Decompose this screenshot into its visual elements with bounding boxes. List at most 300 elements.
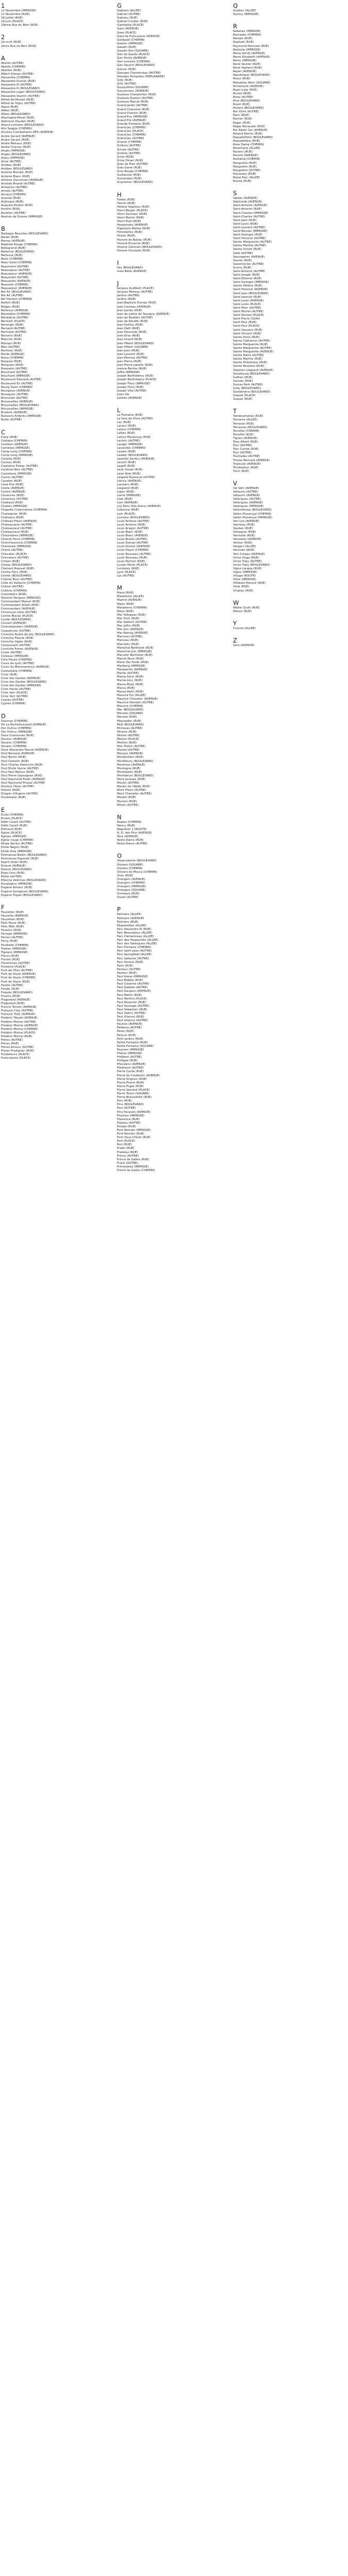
street-entry: Sainte Marthe (AUTRE): [233, 244, 267, 248]
street-entry: Riaux (RUE): [233, 77, 251, 81]
street-entry: Maurice Chevalier (AVENUE): [117, 697, 158, 701]
street-entry: Beausejour (AVENUE): [1, 272, 32, 276]
street-entry: Dolomi (RUE): [1, 789, 21, 792]
street-entry: André Chénier (RUE): [1, 145, 31, 149]
street-entry: Parc Springfield (ALLEE): [117, 953, 152, 957]
letter-section: [117, 906, 228, 1173]
street-entry: Montebrun (BOULEVARD): [117, 774, 154, 777]
street-entry: Roquebillière (BOULEVARD): [233, 135, 273, 139]
street-entry: Ecole (CHEMIN): [1, 813, 24, 817]
street-entry: Sainte Hélène (RUE): [233, 284, 262, 288]
street-entry: Terrasse (RUE): [233, 422, 254, 426]
street-entry: Sumas Park (AUTRE): [233, 383, 263, 386]
street-entry: Port (PLACE): [117, 1140, 136, 1143]
street-entry: Aubisque (RUE): [1, 200, 24, 204]
street-entry: Eglises (IMPASSE): [1, 835, 27, 839]
street-entry: Bénédicte (AUTRE): [1, 316, 28, 319]
street-entry: Saint Louis (AVENUE): [233, 299, 264, 302]
street-entry: Frédéric Mistral (AVENUE): [1, 1024, 38, 1027]
street-entry: Joseph Flory (RUE): [117, 385, 144, 389]
street-entry: Jean Baptiste Dumas (RUE): [117, 301, 157, 305]
street-entry: 18 Juin (PLACE): [1, 20, 24, 24]
street-entry: Bellevue (AVENUE): [1, 309, 28, 312]
street-entry: Redoute (IMPASSE): [233, 48, 261, 52]
street-entry: Molière (RUE): [117, 741, 137, 745]
street-entry: Phénix (IMPASSE): [117, 1052, 142, 1055]
street-entry: Dunkerque (RUE): [1, 796, 26, 800]
index-column-3: [233, 2, 344, 654]
street-entry: Avenue de Grasse (IMPASSE): [1, 215, 43, 218]
street-entry: Fragonard (RUE): [1, 1002, 25, 1006]
street-entry: Philibert (AUTRE): [117, 1056, 142, 1059]
street-entry: Pins (AUTRE): [117, 1107, 136, 1110]
street-entry: Hoche (RUE): [117, 234, 136, 238]
street-entry: Latour Maubourg (RUE): [117, 435, 151, 439]
street-entry: Reine Elisabeth (AVENUE): [233, 55, 270, 59]
street-entry: Saint-Louis (RUE): [233, 222, 258, 226]
street-entry: Madeleine (ALLEE): [117, 595, 144, 599]
street-entry: Sainte Anne (RUE): [233, 335, 260, 339]
street-entry: 2A mult (RUE): [1, 41, 22, 44]
street-entry: Rostaing (CHEMIN): [233, 158, 260, 161]
street-entry: Mans (RUE): [117, 609, 134, 613]
letter-section: [233, 620, 344, 631]
street-entry: Rouguière (RUE): [233, 165, 257, 168]
street-entry: Jacques Moreau (AUTRE): [117, 291, 153, 294]
street-entry: Lauger (IMPASSE): [117, 443, 143, 446]
street-entry: Pradeau (RUE): [117, 1150, 138, 1154]
street-entry: Croix des Gardes (AVENUE): [1, 676, 41, 680]
street-entry: Hélène Vagliano (RUE): [117, 205, 150, 209]
letter-heading: J: [117, 280, 119, 287]
street-entry: Legoff (RUE): [117, 465, 135, 468]
street-entry: Guirandais (RUE): [117, 177, 142, 181]
street-entry: Villebois Mareuil (RUE): [233, 582, 266, 585]
street-entry: Croix (RUE): [1, 673, 18, 676]
street-entry: Léandre Sardou (AVENUE): [117, 457, 155, 461]
street-entry: Mozart (RUE): [117, 796, 136, 800]
street-entry: Sainte Philomène (RUE): [233, 361, 268, 365]
street-entry: Grès de Plan (AUTRE): [117, 162, 148, 166]
street-entry: Tour (AUTRE): [233, 451, 252, 455]
letter-section: [117, 2, 228, 185]
street-entry: Grise Dinair (RUE): [117, 159, 143, 162]
street-entry: Sainte Ursule (RUE): [233, 248, 261, 251]
street-entry: Venisolle (RUE): [233, 534, 255, 538]
street-entry: Vallauris (AVENUE): [233, 494, 260, 498]
street-entry: Scurry (RUE): [233, 266, 252, 269]
street-entry: Gaudin Ans (SQUARE): [117, 49, 149, 53]
street-entry: Gén Ferrié (AVENUE): [117, 57, 147, 60]
street-entry: Aurélien (AUTRE): [1, 211, 26, 215]
street-entry: André Malraux (RUE): [1, 142, 31, 145]
street-entry: Ferrari (AUTRE): [1, 936, 24, 940]
street-entry: Victor Tuby (BOULEVARD): [233, 563, 270, 567]
street-entry: Palmiers (AVENUE): [117, 917, 144, 920]
street-entry: Jean Laurent (RUE): [117, 352, 144, 356]
letter-section: [1, 2, 112, 27]
street-entry: Hesperides (AVENUE): [117, 224, 148, 227]
street-entry: Bouchard (AUTRE): [1, 371, 28, 375]
street-entry: Mistral (AUTRE): [117, 734, 140, 737]
street-entry: Phocéens (AVENUE): [117, 1063, 146, 1066]
street-entry: Mimosas (AUTRE): [117, 726, 143, 730]
street-entry: Gilly (AUTRE): [117, 82, 137, 86]
letter-heading: F: [1, 903, 5, 911]
street-entry: Muriers (RUE): [117, 800, 137, 803]
street-entry: Corniche Fleurie (RUE): [1, 636, 34, 640]
street-entry: Rebuelles Allen (SQUARE): [233, 81, 271, 84]
street-entry: 19ème Rue du Bert (RUE): [1, 24, 38, 27]
street-entry: Joseph Flory (IMPASSE): [117, 382, 151, 385]
letter-heading: Q: [233, 2, 238, 9]
street-entry: Emmanuel Signoret (RUE): [1, 857, 39, 860]
street-entry: Broussailles (AVENUE): [1, 400, 34, 403]
street-entry: Fouchy (RUE): [1, 994, 21, 998]
street-entry: Pierre Grignon (RUE): [117, 1077, 147, 1081]
street-entry: Daumas (CHEMIN): [1, 719, 28, 723]
street-entry: Jean Jaurès (RUE): [117, 309, 142, 312]
street-entry: Pins (BOULEVARD): [117, 1103, 144, 1107]
street-entry: Chateauneuf (AUTRE): [1, 523, 32, 527]
street-entry: Frédéric Mistral (AUTRE): [1, 1020, 36, 1024]
street-entry: Louis Blanc (RUE): [117, 531, 143, 534]
street-entry: Alexandre Dumas (RUE): [1, 80, 36, 83]
street-entry: Feuillade (CHEMIN): [1, 943, 29, 947]
street-entry: Aristide Briand (AUTRE): [1, 182, 36, 185]
street-entry: Coste (AUTRE): [1, 651, 22, 655]
street-entry: Roch (RUE): [233, 114, 250, 117]
street-entry: Terrefial (RUE): [233, 433, 254, 436]
street-entry: Bérenger (RUE): [1, 324, 24, 327]
street-entry: Pins (RUE): [117, 1099, 132, 1103]
street-entry: Gabriel (AUTRE): [117, 13, 141, 16]
street-entry: Guillaume (RUE): [117, 174, 141, 177]
street-entry: André Gerard (RUE): [1, 138, 30, 142]
street-entry: Château-Fleuri (AVENUE): [1, 519, 37, 523]
street-entry: Tropicale (AVENUE): [233, 462, 261, 466]
street-entry: Sauvagères (AVENUE): [233, 255, 265, 259]
street-entry: Chevalier (PLACE): [1, 552, 27, 556]
street-entry: Conseil (AVENUE): [1, 622, 27, 625]
street-entry: Lierre (IMPASSE): [117, 494, 141, 498]
street-entry: Louis Grosso (AVENUE): [117, 545, 151, 549]
street-entry: Camp Long (CHEMIN): [1, 450, 32, 453]
street-entry: Paul Arène (IMPASSE): [117, 975, 148, 979]
street-entry: Pont Sous-Chêne (RUE): [117, 1136, 151, 1140]
street-entry: Mer (BOULEVARD): [117, 708, 144, 712]
street-entry: Saint Nicolas (PLACE): [233, 314, 264, 317]
street-entry: Bouchard (IMPASSE): [1, 375, 30, 378]
street-entry: Jean Hibert (SQUARE): [117, 345, 148, 349]
street-entry: Alexandre Leger (BOULEVARD): [1, 91, 46, 94]
street-entry: Louis Antoine (AUTRE): [117, 519, 150, 523]
street-entry: Contrebandiers (AVENUE): [1, 625, 38, 629]
street-entry: Wilson (RUE): [233, 609, 252, 613]
street-entry: Saint-Laurent (AUTRE): [233, 226, 266, 229]
street-entry: François Coty (AUTRE): [1, 1009, 34, 1013]
street-entry: Boulevard Edouard (AUTRE): [1, 378, 42, 382]
street-entry: Parc des Vallergues (ALLEE): [117, 942, 157, 946]
street-entry: Suquet (PLACE): [233, 394, 256, 398]
street-entry: Rosiers (RUE): [233, 150, 253, 154]
street-entry: Vallergues (AUTRE): [233, 498, 261, 501]
street-entry: Lily Pons Villa Arène (AVENUE): [117, 505, 161, 509]
street-entry: Emmanuel Bellini (BOULEVARD): [1, 853, 47, 857]
street-entry: Henri Ruel (RUE): [117, 220, 141, 224]
street-entry: Félix Pâté (RUE): [1, 925, 24, 929]
street-entry: Saint Sauveur (RUE): [233, 328, 262, 332]
street-entry: Saint Jeannet (RUE): [233, 295, 261, 299]
letter-section: [117, 259, 228, 274]
street-entry: Croix Vert (AUTRE): [1, 695, 28, 699]
street-entry: Lizbonne (RUE): [117, 509, 139, 512]
street-entry: Saint-Etienne (RUE): [233, 277, 262, 281]
street-entry: Frédéric Touzet (AVENUE): [1, 1016, 38, 1020]
street-entry: Latour (CHEMIN): [117, 428, 141, 432]
letter-heading: E: [1, 806, 5, 814]
street-entry: Cardinal Nice (AUTRE): [1, 468, 34, 472]
street-entry: Gustave Marcel (RUE): [117, 100, 149, 104]
street-entry: Gén de Gaulle (PLACE): [117, 53, 150, 57]
street-entry: Villas (IMPASSE): [233, 578, 256, 582]
street-entry: Bel Horizon (CHEMIN): [1, 298, 32, 301]
street-entry: Clément Roassal (RUE): [1, 567, 35, 570]
street-entry: Pont Romain (IMPASSE): [117, 1128, 151, 1132]
street-entry: Bonheur (RUE): [1, 349, 23, 352]
street-entry: Gambetta (PLACE): [117, 24, 144, 27]
street-entry: Chaumières (IMPASSE): [1, 534, 34, 538]
street-entry: Alfred de Musset (RUE): [1, 98, 35, 101]
letter-section: [117, 280, 228, 400]
street-entry: Roger (RUE): [233, 121, 251, 125]
street-entry: Vallergues (AVENUE): [233, 501, 263, 505]
street-entry: Faucellier (RUE): [1, 910, 24, 914]
street-entry: Bousquier (AUTRE): [1, 393, 29, 396]
street-entry: Buissons Ardents (IMPASSE): [1, 415, 42, 418]
street-entry: Grasse (CHEMIN): [117, 141, 142, 144]
street-entry: Caire (RUE): [1, 435, 18, 439]
street-entry: Sainte Catherine (AUTRE): [233, 339, 270, 343]
street-entry: Etienne Vedrines (BOULEVARD): [1, 879, 46, 883]
street-entry: Paul Babble (RUE): [117, 979, 143, 982]
street-entry: Arnaud (CHEMIN): [1, 193, 26, 197]
street-entry: Montbrillant (RUE): [117, 756, 144, 759]
street-entry: Léopold Buenoud (AUTRE): [117, 476, 155, 479]
street-entry: Rosemarie (ALLEE): [233, 147, 260, 150]
street-entry: Chemin Ferre (CHEMIN): [1, 538, 35, 541]
letter-section: [233, 190, 344, 401]
street-entry: Yvonne (ALLEE): [233, 626, 256, 630]
street-entry: Pierre Brossolette (RUE): [117, 1096, 152, 1099]
street-entry: Bellegrand (RUE): [1, 247, 26, 250]
street-entry: Deux Couronnes (RUE): [1, 734, 34, 737]
street-entry: Venizelos (AVENUE): [233, 538, 261, 541]
street-entry: Louis Blanc (AVENUE): [117, 534, 148, 538]
street-entry: Biscarra (RUE): [1, 334, 22, 338]
street-entry: Cavé Frie (RUE): [1, 483, 24, 486]
street-entry: Rampe (RUE): [233, 37, 253, 41]
street-entry: Victor Tuby (AUTRE): [233, 560, 262, 563]
street-entry: Etoile (AUTRE): [1, 875, 22, 879]
letter-heading: H: [117, 191, 122, 198]
street-entry: Cannes (RUE): [1, 461, 21, 465]
street-entry: Paul Gabelle (AUTRE): [117, 986, 148, 990]
street-entry: Leclerc (AUTRE): [117, 439, 140, 443]
street-entry: Gaudin (RUE): [117, 45, 137, 49]
street-entry: Grand Jeu (CHEMIN): [117, 133, 146, 137]
street-entry: Gabriel Cordier (RUE): [117, 20, 148, 24]
street-entry: Grès Garre (RUE): [117, 166, 142, 170]
street-entry: Miracle (RUE): [117, 730, 137, 734]
letter-heading: O: [117, 852, 122, 860]
street-entry: Frédéric Mistral (RUE): [1, 1035, 32, 1038]
street-entry: Maire (RUE): [117, 602, 135, 606]
letter-section: [117, 852, 228, 900]
street-entry: Loin (PLACE): [117, 512, 136, 516]
street-entry: Merrele (RUE): [117, 716, 137, 719]
street-entry: Napoléon 1 (ROUTE): [117, 827, 147, 831]
letter-heading: D: [1, 712, 6, 720]
street-entry: Canada (RUE): [1, 457, 21, 461]
street-entry: 11 Novembre (IMPASSE): [1, 9, 36, 12]
street-entry: Louis Antoine (RUE): [117, 523, 146, 527]
street-entry: Gouverneur (AVENUE): [117, 90, 149, 93]
street-entry: Bel Air (AUTRE): [1, 294, 24, 298]
street-entry: Tour Carrée (RUE): [233, 448, 259, 451]
street-entry: Docl Pierre Gassognes (RUE): [1, 774, 43, 777]
street-entry: Pierre Puget (RUE): [117, 1084, 144, 1088]
street-entry: Sainte Roseline (RUE): [233, 365, 264, 368]
street-entry: Frédéric Mistral (PLACE): [1, 1031, 36, 1035]
street-entry: Pelléens (AUTRE): [117, 1026, 142, 1030]
street-entry: Grand Chanoine (RUE): [117, 108, 150, 111]
street-entry: Marguerite (AVENUE): [117, 668, 148, 672]
street-entry: Castellane (IMPASSE): [1, 472, 32, 476]
street-entry: Primevères (IMPASSE): [117, 1165, 149, 1168]
street-entry: Montrose (AVENUE): [117, 763, 145, 767]
street-entry: Bertrand (AUTRE): [1, 331, 27, 334]
street-entry: Alexandre (CHEMIN): [1, 76, 30, 80]
street-entry: Observatoire (BOULEVARD): [117, 859, 157, 863]
street-entry: Pasteur (AUTRE): [117, 968, 141, 971]
street-entry: Léon Noel (RUE): [117, 472, 141, 476]
street-entry: Der Oufrus (CHEMIN): [1, 726, 31, 730]
street-entry: Stéphen Liégeard (AVENUE): [233, 368, 274, 372]
street-entry: Saint Paul (PLACE): [233, 325, 260, 328]
street-entry: Jean Dessuide (RUE): [117, 331, 147, 334]
street-entry: Bosquets (RUE): [1, 364, 24, 367]
letter-heading: B: [1, 225, 5, 232]
street-entry: Gén Lemaire (CHEMIN): [117, 60, 151, 64]
street-entry: Pasteur (RUE): [117, 971, 137, 975]
street-entry: Commune Libre (AUTRE): [1, 611, 37, 615]
street-entry: Colonel Brun (AUTRE): [1, 578, 32, 582]
street-entry: Edmond (RUE): [1, 827, 22, 831]
street-entry: Russie (RUE): [233, 180, 252, 183]
street-entry: Borde (AVENUE): [1, 352, 25, 356]
street-entry: Camélias (IMPASSE): [1, 446, 30, 450]
street-entry: Eugène Trigad (BOULEVARD): [1, 893, 43, 897]
street-entry: Alexandre III (BOULEVARD): [1, 87, 40, 91]
street-entry: Tassares (ALLEE): [233, 418, 257, 422]
street-entry: Reine Astrid (AVENUE): [233, 52, 266, 55]
street-entry: Vauban (RUE): [233, 527, 253, 530]
street-entry: Savonneries (AUTRE): [233, 262, 264, 266]
street-entry: Docl Emile Vesne (AUTRE): [1, 767, 39, 770]
street-entry: Vallombrosa (BOULEVARD): [233, 509, 272, 512]
street-entry: Reper (AVENUE): [233, 70, 257, 74]
street-entry: Arsenal (RUE): [1, 197, 21, 200]
street-entry: Grand Jeu (CHEMIN): [117, 126, 146, 129]
street-entry: Rimo (AUTRE): [233, 95, 254, 99]
street-entry: Chêneraie (IMPASSE): [1, 545, 31, 549]
street-entry: Lorraine (BOULEVARD): [117, 516, 150, 519]
street-entry: Cimiez (BOULEVARD): [1, 563, 32, 567]
street-entry: Joseph Barthélémy (RUE): [117, 375, 154, 378]
letter-heading: I: [117, 259, 119, 266]
street-entry: Belvédère (CHEMIN): [1, 312, 30, 316]
street-entry: Sainte Marie (AUTRE): [233, 354, 264, 358]
street-entry: Prince (AUTRE): [117, 1154, 139, 1158]
street-entry: Verdun (RUE): [233, 541, 253, 545]
street-entry: Camp Long (IMPASSE): [1, 454, 33, 457]
letter-heading: Z: [233, 636, 237, 644]
letter-heading: M: [117, 584, 122, 592]
street-entry: André Gerard (AVENUE): [1, 134, 36, 138]
street-entry: Grive (RUE): [117, 155, 134, 159]
street-entry: Fontaine (PLACE): [1, 965, 26, 969]
street-entry: Orangers (IMPASSE): [117, 885, 146, 889]
street-entry: Philippe (RUE): [117, 1059, 138, 1063]
street-entry: Croix Haute (AUTRE): [1, 688, 31, 691]
street-entry: Fauvettes (RUE): [1, 918, 24, 921]
street-entry: Ami Seggie (CHEMIN): [1, 127, 32, 131]
street-entry: Lieutans (RUE): [117, 483, 139, 486]
letter-heading: Y: [233, 619, 237, 627]
street-entry: Vellaques (RUE): [233, 531, 256, 534]
street-entry: Honoré Goudalla (RUE): [117, 249, 151, 252]
street-entry: Marcel Roux (RUE): [117, 657, 144, 660]
street-entry: Grand Puy (IMPASSE): [117, 115, 148, 118]
street-entry: Vigne Longue (RUE): [233, 567, 262, 570]
street-entry: Marceau (AUTRE): [117, 635, 142, 639]
street-entry: Général Yenquez (IMPASSE): [1, 596, 41, 600]
street-entry: Louis Gomez (AUTRE): [117, 541, 148, 545]
street-entry: Lyce (PLACE): [117, 571, 136, 574]
street-entry: Boulevard Ex (AUTRE): [1, 382, 33, 385]
street-entry: Cherchiesscine (CHEMIN): [1, 541, 38, 545]
street-entry: Saint Georges (IMPASSE): [233, 281, 269, 284]
street-entry: Saint Honorat (AUTRE): [233, 237, 266, 241]
street-entry: Antibes (BOULEVARD): [1, 167, 33, 171]
street-entry: Henri Berger (PLACE): [117, 209, 148, 212]
street-entry: Cavalier (RUE): [1, 479, 22, 483]
street-entry: Marcellin (RUE): [117, 642, 139, 646]
street-entry: Jean Haïti (RUE): [117, 327, 140, 331]
street-entry: Piedmont (AUTRE): [117, 1066, 144, 1070]
street-entry: Barlet (RUE): [1, 235, 19, 239]
street-entry: Prince de Galles (CHEMIN): [117, 1169, 155, 1172]
street-entry: Marcelin Berthelot (RUE): [117, 653, 153, 657]
street-entry: Raymond Poincaré (RUE): [233, 44, 269, 48]
street-entry: Alexandre Vautrin (AUTRE): [1, 94, 40, 98]
street-entry: Cloche Fons (RUE): [1, 571, 28, 574]
street-entry: Louis Braille (AUTRE): [117, 538, 147, 541]
street-entry: Vigies (IMPASSE): [233, 571, 257, 574]
street-entry: Léon Gouet (RUE): [117, 468, 143, 472]
street-entry: Saint Marc (AUTRE): [233, 306, 261, 310]
